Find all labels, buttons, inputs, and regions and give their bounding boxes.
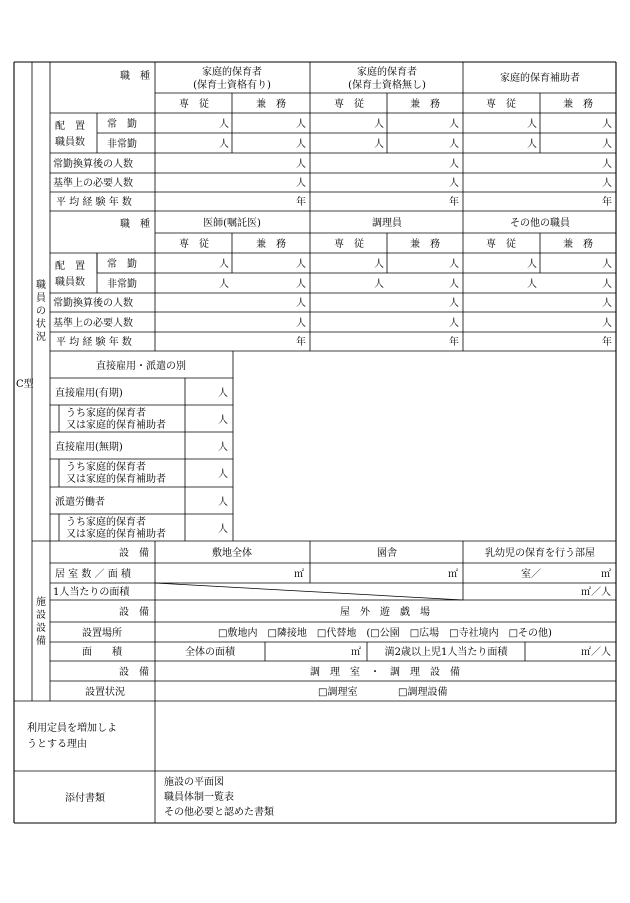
placement-label: 配 置 — [55, 121, 85, 132]
unit-m2: ㎡ — [294, 569, 304, 580]
concurrent-header: 兼 務 — [563, 99, 593, 110]
unit-person: 人 — [219, 279, 229, 290]
concurrent-header: 兼 務 — [256, 99, 286, 110]
avg-experience-label: 平 均 経 験 年 数 — [56, 337, 132, 348]
facility-label — [36, 596, 46, 647]
caregiver-qualified-subheader: (保育士資格有り) — [193, 80, 271, 91]
unit-m2: ㎡ — [448, 569, 458, 580]
employment-header: 直接雇用・派遣の別 — [96, 361, 186, 372]
converted-count-label: 常勤換算後の人数 — [53, 159, 133, 170]
playground-header: 屋 外 遊 戯 場 — [340, 607, 430, 618]
unit-person: 人 — [449, 159, 459, 170]
unit-person: 人 — [296, 279, 306, 290]
unit-year: 年 — [602, 197, 612, 208]
fixed-term-sub-label: うち家庭的保育者 — [66, 408, 146, 419]
staff-status-label-char: 職 — [36, 280, 46, 291]
staff-status-label-char: 状 — [36, 319, 46, 330]
unit-person: 人 — [296, 159, 306, 170]
unit-person: 人 — [296, 298, 306, 309]
required-count-label: 基準上の必要人数 — [53, 318, 133, 329]
unit-person: 人 — [374, 139, 384, 150]
unit-person: 人 — [449, 279, 459, 290]
caregiver-unqualified-header: 家庭的保育者 — [357, 67, 417, 78]
total-area-label: 全体の面積 — [185, 647, 235, 658]
staff-table-2-units — [219, 257, 612, 348]
equipment-label: 設 備 — [119, 548, 149, 559]
unit-person: 人 — [449, 298, 459, 309]
unit-person: 人 — [219, 119, 229, 130]
per-child-area-label: 満2歳以上児1人当たり面積 — [384, 647, 508, 658]
unit-person: 人 — [296, 119, 306, 130]
unit-person: 人 — [218, 524, 228, 535]
unit-person: 人 — [218, 442, 228, 453]
reason-label: 利用定員を増加しよ — [27, 723, 117, 734]
job-type-label-2: 職 種 — [120, 219, 150, 230]
cook-header: 調理員 — [372, 218, 402, 229]
facility-label-char: 設 — [36, 623, 46, 634]
staff-status-label-char: 員 — [36, 293, 46, 304]
unit-person: 人 — [602, 279, 612, 290]
per-person-area-label: 1人当たりの面積 — [53, 587, 130, 598]
placement-label: 配 置 — [55, 261, 85, 272]
facility-label-char: 備 — [36, 636, 46, 647]
staff-status-label-char: 況 — [36, 332, 46, 343]
unit-year: 年 — [449, 337, 459, 348]
concurrent-header: 兼 務 — [410, 99, 440, 110]
unit-person: 人 — [374, 279, 384, 290]
part-duty-label: 非常勤 — [107, 139, 137, 150]
dispatched-sub-label: うち家庭的保育者 — [66, 517, 146, 528]
unit-person: 人 — [602, 298, 612, 309]
unit-person: 人 — [602, 119, 612, 130]
indefinite-sub-label: 又は家庭的保育補助者 — [66, 474, 166, 485]
unit-person: 人 — [296, 259, 306, 270]
fulltime-header: 専 従 — [486, 99, 516, 110]
unit-person: 人 — [602, 318, 612, 329]
indefinite-sub-label: うち家庭的保育者 — [66, 462, 146, 473]
converted-count-label: 常勤換算後の人数 — [53, 298, 133, 309]
unit-year: 年 — [602, 337, 612, 348]
placement-label: 職員数 — [55, 137, 85, 148]
attachment-item: 職員体制一覧表 — [164, 792, 234, 803]
type-label: C型 — [16, 379, 34, 390]
attachment-item: 施設の平面図 — [164, 777, 224, 788]
assistant-caregiver-header: 家庭的保育補助者 — [500, 73, 580, 84]
fulltime-header: 専 従 — [334, 99, 364, 110]
unit-person: 人 — [296, 178, 306, 189]
staff-status-label — [36, 278, 46, 343]
unit-person: 人 — [527, 279, 537, 290]
unit-person: 人 — [218, 388, 228, 399]
unit-person: 人 — [449, 139, 459, 150]
unit-person: 人 — [527, 139, 537, 150]
unit-person: 人 — [527, 259, 537, 270]
fulltime-header: 専 従 — [179, 99, 209, 110]
other-staff-header: その他の職員 — [510, 218, 570, 229]
dispatched-sub-label: 又は家庭的保育補助者 — [66, 529, 166, 540]
kitchen-equipment-checkbox[interactable]: □調理設備 — [398, 687, 448, 698]
equipment-label: 設 備 — [119, 607, 149, 618]
fulltime-header: 専 従 — [179, 239, 209, 250]
unit-person: 人 — [219, 139, 229, 150]
part-duty-label: 非常勤 — [107, 279, 137, 290]
unit-person: 人 — [449, 119, 459, 130]
unit-year: 年 — [449, 197, 459, 208]
unit-person: 人 — [374, 119, 384, 130]
unit-person: 人 — [296, 139, 306, 150]
job-type-label-1: 職 種 — [120, 71, 150, 82]
unit-m2: ㎡ — [351, 647, 361, 658]
kitchen-header: 調 理 室 ・ 調 理 設 備 — [310, 667, 460, 678]
fixed-term-label: 直接雇用(有期) — [55, 388, 123, 399]
infant-room-header: 乳幼児の保育を行う部屋 — [485, 548, 595, 559]
indefinite-label: 直接雇用(無期) — [55, 442, 123, 453]
unit-person: 人 — [449, 318, 459, 329]
concurrent-header: 兼 務 — [563, 239, 593, 250]
area-label: 面 積 — [82, 647, 122, 658]
employment-units — [218, 386, 228, 535]
attachments-label: 添付書類 — [65, 793, 105, 804]
location-label: 設置場所 — [82, 628, 122, 639]
staff-table-1-units — [219, 117, 612, 208]
facility-label-char: 設 — [36, 610, 46, 621]
unit-room: 室／ — [521, 569, 541, 580]
unit-person: 人 — [449, 259, 459, 270]
install-status-label: 設置状況 — [85, 687, 125, 698]
unit-year: 年 — [296, 337, 306, 348]
unit-person: 人 — [296, 318, 306, 329]
unit-person: 人 — [218, 469, 228, 480]
site-whole-header: 敷地全体 — [212, 548, 252, 559]
unit-m2: ㎡ — [601, 569, 611, 580]
concurrent-header: 兼 務 — [410, 239, 440, 250]
equipment-label: 設 備 — [119, 667, 149, 678]
concurrent-header: 兼 務 — [256, 239, 286, 250]
unit-person: 人 — [602, 159, 612, 170]
unit-person: 人 — [219, 259, 229, 270]
rooms-area-label: 居 室 数 ／ 面 積 — [55, 569, 131, 580]
reason-label: うとする理由 — [27, 739, 87, 750]
doctor-header: 医師(嘱託医) — [203, 218, 261, 229]
unit-m2-per-person: ㎡／人 — [581, 647, 611, 658]
unit-person: 人 — [602, 259, 612, 270]
dispatched-label: 派遣労働者 — [55, 497, 105, 508]
unit-year: 年 — [296, 197, 306, 208]
unit-person: 人 — [374, 259, 384, 270]
attachment-item: その他必要と認めた書類 — [164, 807, 274, 818]
location-options[interactable]: □敷地内 □隣接地 □代替地 (□公園 □広場 □寺社境内 □その他) — [218, 628, 552, 639]
avg-experience-label: 平 均 経 験 年 数 — [56, 197, 132, 208]
staff-status-label-char: の — [36, 306, 46, 317]
unit-m2-per-person: ㎡／人 — [581, 587, 611, 598]
fixed-term-sub-label: 又は家庭的保育補助者 — [66, 420, 166, 431]
unit-person: 人 — [449, 178, 459, 189]
unit-person: 人 — [602, 139, 612, 150]
required-count-label: 基準上の必要人数 — [53, 178, 133, 189]
unit-person: 人 — [218, 497, 228, 508]
facility-label-char: 施 — [36, 597, 46, 608]
caregiver-qualified-header: 家庭的保育者 — [202, 67, 262, 78]
unit-person: 人 — [218, 415, 228, 426]
placement-label: 職員数 — [55, 277, 85, 288]
fulltime-header: 専 従 — [334, 239, 364, 250]
caregiver-unqualified-subheader: (保育士資格無し) — [348, 80, 426, 91]
full-duty-label: 常 勤 — [107, 259, 137, 270]
building-header: 園舎 — [377, 548, 397, 559]
unit-person: 人 — [602, 178, 612, 189]
kitchen-room-checkbox[interactable]: □調理室 — [318, 687, 358, 698]
full-duty-label: 常 勤 — [107, 119, 137, 130]
unit-person: 人 — [527, 119, 537, 130]
fulltime-header: 専 従 — [486, 239, 516, 250]
